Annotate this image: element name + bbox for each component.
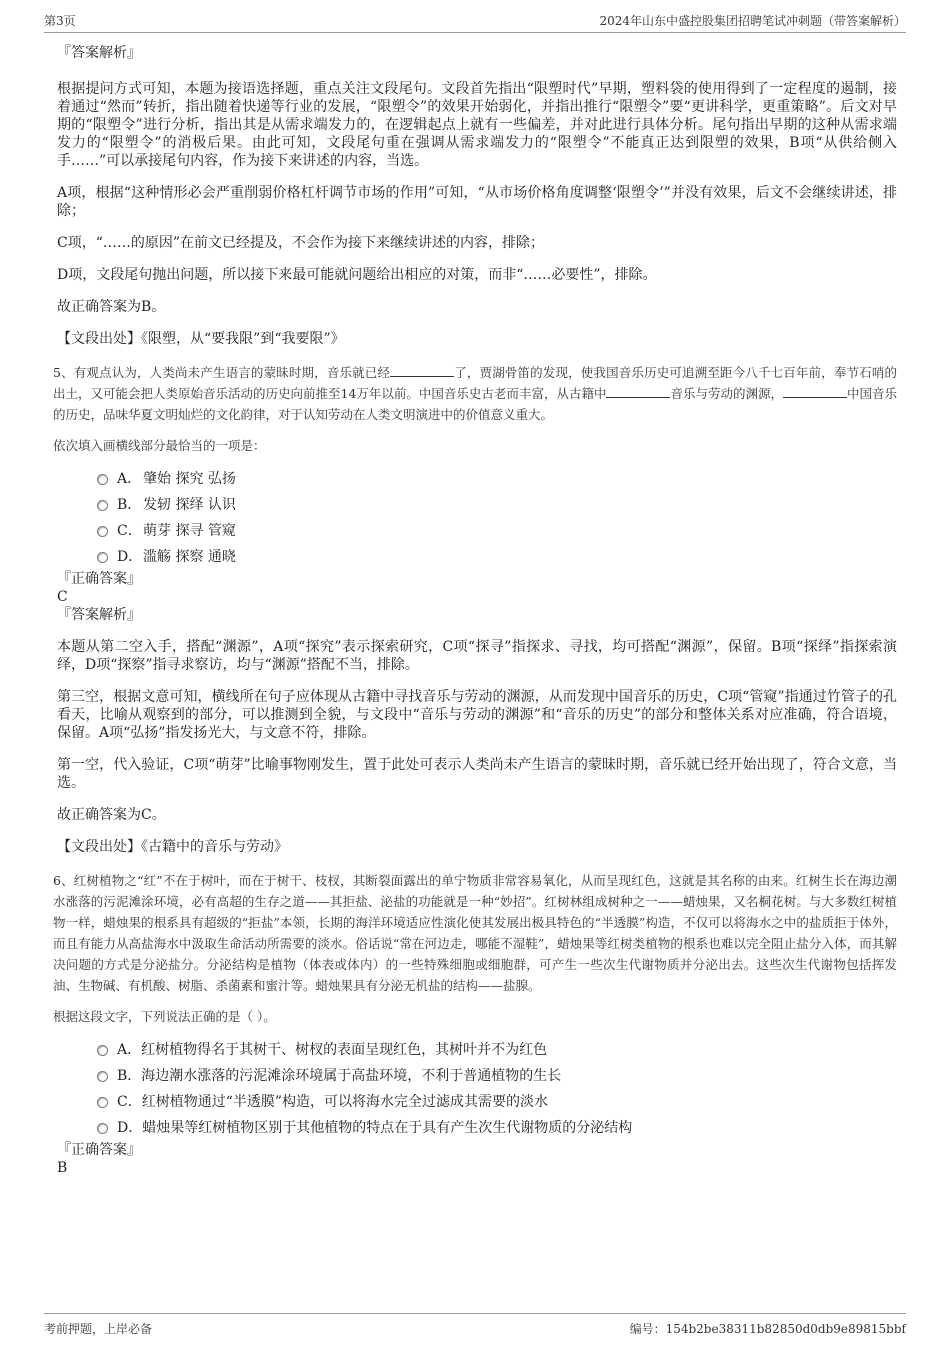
radio-icon[interactable] — [97, 1071, 108, 1082]
blank-2 — [606, 385, 670, 398]
q4-analysis-p1: 根据提问方式可知，本题为接语选择题，重点关注文段尾句。文段首先指出“限塑时代”早期，塑料袋的使用得到了一定程度的遏制，接着通过“然而”转折，指出随着快递等行业的发展，“限塑令”的效果开始弱化，并指出推行“限塑令”要“更讲科学，更重策略”。后文对早期的“限塑令”进行分析，指出其是从需求端发力的，在逻辑起点上就有一些偏差，并对此进行具体分析。尾句指出早期的这种从需求端发力的“限塑令”的消极后果。由此可知，文段尾句重在强调从需求端发力的“限塑令”不能真正达到限塑的效果，B项“从供给侧入手……”可以承接尾句内容，作为接下来讲述的内容，当选。 — [57, 81, 897, 169]
q5-conclusion: 故正确答案为C。 — [57, 807, 166, 823]
q5-prompt: 依次填入画横线部分最恰当的一项是： — [53, 438, 266, 453]
q5-stem: 5、有观点认为，人类尚未产生语言的蒙昧时期，音乐就已经 了，贾湖骨笛的发现，使我国音乐历史可追溯至距今八千七百年前，奉节石哨的出土，又可能会把人类原始音乐活动的历史向前推至14万年以前。中国音乐史古老而丰富，从古籍中 音乐与劳动的渊源， 中国音乐的历史，品味华夏文明灿烂的文化韵律，对于认知劳动在人类文明演进中的价值意义重大。 — [53, 365, 897, 422]
q5-option-d[interactable]: D．滥觞 探察 通晓 — [97, 544, 897, 570]
radio-icon[interactable] — [97, 1045, 108, 1056]
q4-conclusion: 故正确答案为B。 — [57, 299, 166, 315]
q5-option-b[interactable]: B． 发轫 探绎 认识 — [97, 492, 897, 518]
blank-3 — [783, 385, 847, 398]
radio-icon[interactable] — [97, 500, 108, 511]
page-footer — [44, 1313, 906, 1340]
q6-option-a[interactable]: A．红树植物得名于其树干、树杈的表面呈现红色，其树叶并不为红色 — [97, 1037, 897, 1063]
q6-stem: 6、红树植物之“红”不在于树叶，而在于树干、枝杈，其断裂面露出的单宁物质非常容易氧化，从而呈现红色，这就是其名称的由来。红树生长在海边潮水涨落的污泥滩涂环境，必有高超的生存之道——其拒盐、泌盐的功能就是一种“妙招”。红树林组成树种之一——蜡烛果，又名桐花树。与大多数红树植物一样，蜡烛果的根系具有超级的“拒盐”本领，长期的海洋环境适应性演化使其发展出极具特色的“半透膜”构造，不仅可以将海水之中的盐质拒于体外，而且有能力从高盐海水中汲取生命活动所需要的淡水。俗话说“常在河边走，哪能不湿鞋”，蜡烛果等红树类植物的根系也难以完全阻止盐分入体，而其解决问题的方式是分泌盐分。分泌结构是植物（体表或体内）的一些特殊细胞或细胞群，可产生一些次生代谢物质并分泌出去。这些次生代谢物包括挥发油、生物碱、有机酸、树脂、杀菌素和蜜汁等。蜡烛果具有分泌无机盐的结构——盐腺。 — [53, 873, 897, 993]
q4-analysis-p4: D项，文段尾句抛出问题，所以接下来最可能就问题给出相应的对策，而非“……必要性”，排除。 — [57, 267, 657, 283]
q6-option-c[interactable]: C．红树植物通过“半透膜”构造，可以将海水完全过滤成其需要的淡水 — [97, 1089, 897, 1115]
radio-icon[interactable] — [97, 474, 108, 485]
blank-1 — [390, 364, 454, 377]
q5-source: 【文段出处】《古籍中的音乐与劳动》 — [57, 839, 288, 855]
q4-analysis-p3: C项，“……的原因”在前文已经提及，不会作为接下来继续讲述的内容，排除； — [57, 235, 545, 251]
q5-option-c[interactable]: C．萌芽 探寻 管窥 — [97, 518, 897, 544]
q5-analysis-label: 『答案解析』 — [57, 607, 141, 623]
q6-answer-label: 『正确答案』 — [57, 1142, 141, 1158]
page-content — [53, 44, 897, 1177]
radio-icon[interactable] — [97, 526, 108, 537]
q6-answer: B — [57, 1160, 68, 1176]
q4-analysis-p2: A项，根据“这种情形必会严重削弱价格杠杆调节市场的作用”可知，“从市场价格角度调整‘限塑令’”并没有效果，后文不会继续讲述，排除； — [57, 185, 897, 219]
q6-prompt: 根据这段文字，下列说法正确的是（ ）。 — [53, 1009, 276, 1024]
page-number: 第3页 — [44, 14, 76, 28]
radio-icon[interactable] — [97, 552, 108, 563]
q5-analysis-p2: 第三空，根据文意可知，横线所在句子应体现从古籍中寻找音乐与劳动的渊源，从而发现中国音乐的历史，C项“管窥”指通过竹管子的孔看天，比喻从观察到的部分，可以推测到全貌，与文段中“音乐与劳动的渊源”和“音乐的历史”的部分和整体关系对应准确，符合语境，保留。A项“弘扬”指发扬光大，与文意不符，排除。 — [57, 689, 897, 741]
q6-options — [97, 1037, 897, 1141]
q5-option-a[interactable]: A． 肇始 探究 弘扬 — [97, 466, 897, 492]
q5-analysis-p1: 本题从第二空入手，搭配“渊源”，A项“探究”表示探索研究，C项“探寻”指探求、寻找，均可搭配“渊源”，保留。B项“探绎”指探索演绎，D项“探察”指寻求察访，均与“渊源”搭配不当，排除。 — [57, 639, 897, 673]
q5-answer-label: 『正确答案』 — [57, 571, 141, 587]
q4-analysis-label: 『答案解析』 — [57, 45, 141, 61]
radio-icon[interactable] — [97, 1123, 108, 1134]
document-code: 编号：154b2be38311b82850d0db9e89815bbf — [629, 1322, 906, 1336]
page-header — [44, 10, 906, 33]
q4-source: 【文段出处】《限塑，从“要我限”到“我要限”》 — [57, 331, 345, 347]
q5-options — [97, 466, 897, 570]
q6-option-d[interactable]: D．蜡烛果等红树植物区别于其他植物的特点在于具有产生次生代谢物质的分泌结构 — [97, 1115, 897, 1141]
document-title: 2024年山东中盛控股集团招聘笔试冲刺题（带答案解析） — [599, 14, 906, 28]
radio-icon[interactable] — [97, 1097, 108, 1108]
footer-slogan: 考前押题，上岸必备 — [44, 1322, 153, 1336]
q6-option-b[interactable]: B．海边潮水涨落的污泥滩涂环境属于高盐环境，不利于普通植物的生长 — [97, 1063, 897, 1089]
q5-analysis-p3: 第一空，代入验证，C项“萌芽”比喻事物刚发生，置于此处可表示人类尚未产生语言的蒙昧时期，音乐就已经开始出现了，符合文意，当选。 — [57, 757, 897, 791]
q5-answer: C — [57, 589, 68, 605]
